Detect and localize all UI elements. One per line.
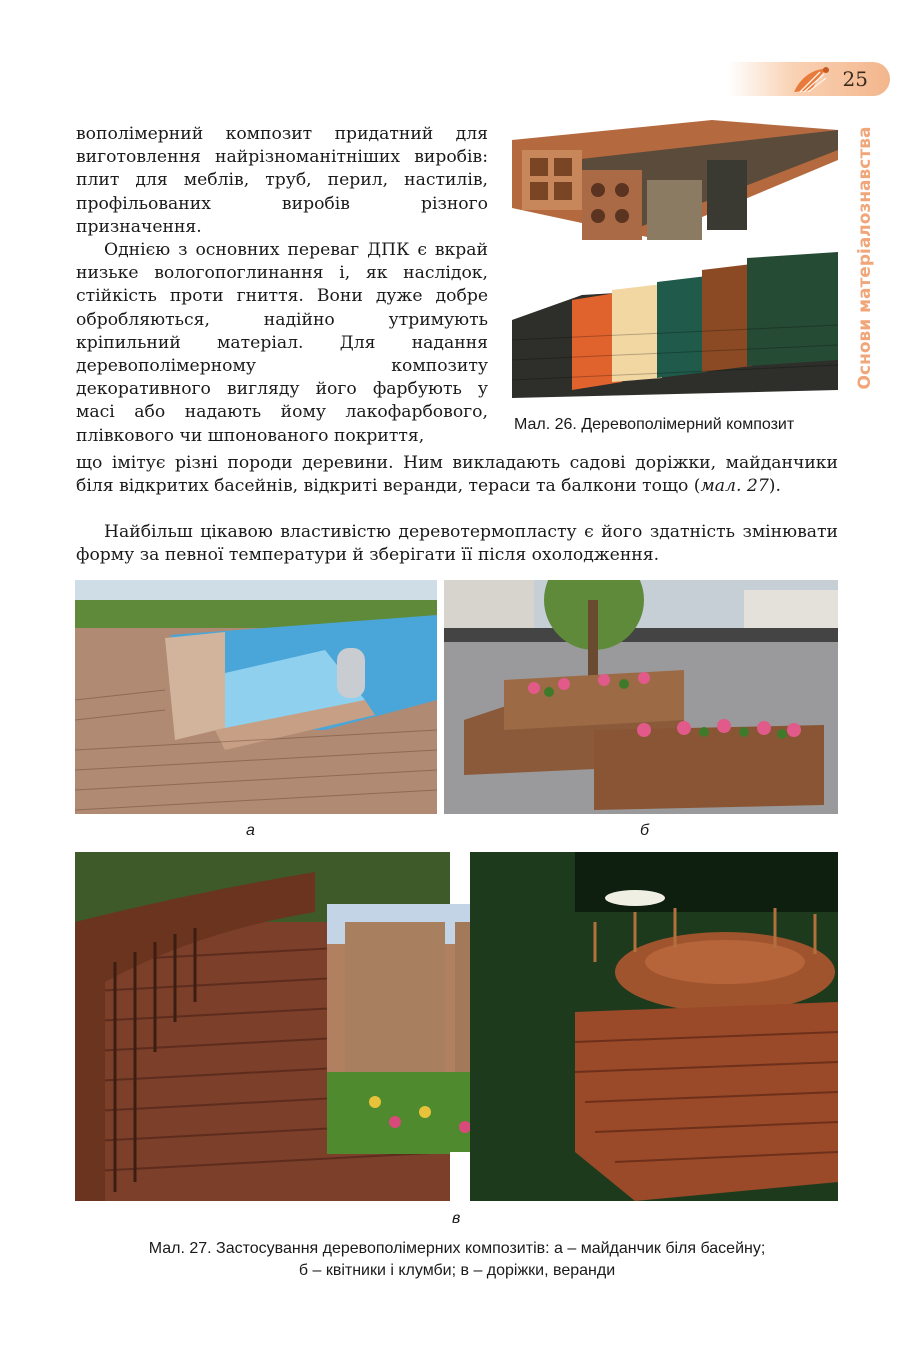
section-label-text: Основи матеріалознавства — [855, 126, 875, 389]
label-v: в — [452, 1210, 461, 1227]
paragraph-3 — [76, 452, 838, 498]
figure-27-caption — [76, 1238, 838, 1282]
figure-reference: мал. 27 — [700, 476, 769, 497]
figure-26-image — [512, 120, 838, 410]
page-number-tab — [728, 62, 890, 96]
label-b: б — [640, 822, 649, 839]
wpc-profiles-illustration — [512, 120, 838, 410]
wood-shavings-icon — [790, 64, 832, 96]
photo-pool-deck — [75, 580, 437, 814]
decks-verandas-illustration — [75, 852, 838, 1201]
photo-decks-verandas — [75, 852, 838, 1201]
paragraph-3-end: ). — [768, 476, 781, 497]
paragraph-4: Найбільш цікавою властивістю деревотермопласту є його здатність змінювати форму за певної температури й зберігати її після охолодження. — [76, 522, 838, 566]
label-a: а — [246, 822, 255, 839]
pool-deck-illustration — [75, 580, 437, 814]
planters-illustration — [444, 580, 838, 814]
section-label — [852, 120, 878, 395]
figure-26-caption: Мал. 26. Деревополімерний композит — [514, 416, 795, 433]
paragraph-3-text: що імітує різні породи деревини. Ним викладають садові доріжки, майданчики біля відкритих басейнів, відкриті веранди, тераси та балкони тощо ( — [76, 453, 838, 497]
figure-27-caption-line-1: Мал. 27. Застосування деревополімерних композитів: а – майданчик біля басейну; — [148, 1240, 766, 1257]
figure-27-caption-line-2: б – квітники і клумби; в – доріжки, веранди — [298, 1262, 616, 1279]
page-number: 25 — [842, 67, 868, 91]
paragraph-2: Однією з основних переваг ДПК є вкрай низьке вологопоглинання і, як наслідок, стійкість проти гниття. Вони дуже добре обробляються, надійно утримують кріпильний матеріал. Для надання деревополімерному композиту декоративного вигляду його фарбують у масі або надають йому лакофарбового, плівкового чи шпонованого покриття, — [76, 240, 488, 446]
paragraph-1: вополімерний композит придатний для виготовлення найрізноманітніших виробів: плит для меблів, труб, перил, настилів, профільованих виробів різного призначення. — [76, 124, 488, 237]
photo-planters — [444, 580, 838, 814]
